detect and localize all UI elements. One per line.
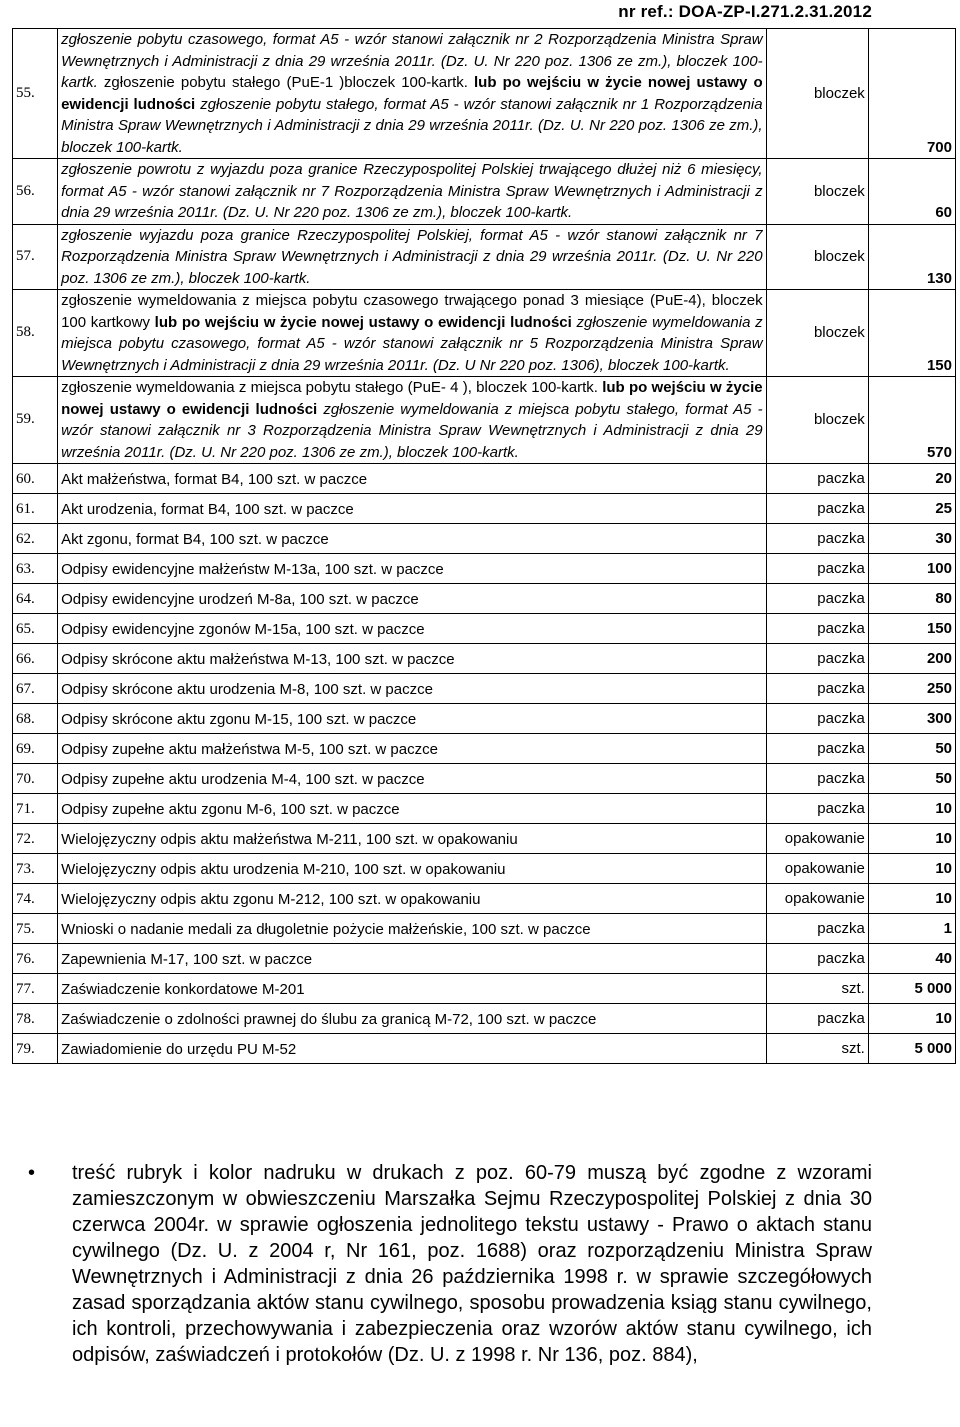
row-quantity: 60 bbox=[868, 159, 955, 225]
row-unit: opakowanie bbox=[766, 884, 868, 914]
row-description bbox=[58, 224, 767, 290]
table-row bbox=[13, 584, 956, 614]
table-row bbox=[13, 464, 956, 494]
table-row bbox=[13, 734, 956, 764]
row-number: 73. bbox=[13, 854, 58, 884]
row-unit: paczka bbox=[766, 944, 868, 974]
table-row bbox=[13, 944, 956, 974]
row-quantity: 10 bbox=[868, 884, 955, 914]
row-unit: paczka bbox=[766, 914, 868, 944]
row-description bbox=[58, 377, 767, 464]
table-row bbox=[13, 290, 956, 377]
row-number: 62. bbox=[13, 524, 58, 554]
description-part: zgłoszenie wyjazdu poza granice Rzeczypospolitej Polskiej, format A5 - wzór stanowi załącznik nr 7 Rozporządzenia Ministra Spraw Wewnętrznych i Administracji z dnia 29 września 2011r. (Dz. U. Nr 220 poz. 1306 ze zm.), bloczek 100-kartk. bbox=[61, 226, 763, 287]
row-quantity: 100 bbox=[868, 554, 955, 584]
row-description bbox=[58, 159, 767, 225]
row-unit: paczka bbox=[766, 644, 868, 674]
row-quantity: 30 bbox=[868, 524, 955, 554]
row-unit: paczka bbox=[766, 554, 868, 584]
row-quantity: 300 bbox=[868, 704, 955, 734]
row-number: 66. bbox=[13, 644, 58, 674]
row-unit: paczka bbox=[766, 674, 868, 704]
row-description: Akt małżeństwa, format B4, 100 szt. w paczce bbox=[58, 464, 767, 494]
row-number: 64. bbox=[13, 584, 58, 614]
row-unit: szt. bbox=[766, 1034, 868, 1064]
row-quantity: 40 bbox=[868, 944, 955, 974]
description-part: zgłoszenie wymeldowania z miejsca pobytu stałego, format A5 - wzór stanowi załącznik nr 3 Rozporządzenia Ministra Spraw Wewnętrznych i Administracji z dnia 29 września 2011r. (Dz. U. Nr 220 poz. 1306 ze zm.), bloczek 100-kartk. bbox=[61, 400, 763, 461]
row-quantity: 25 bbox=[868, 494, 955, 524]
row-description: Odpisy skrócone aktu urodzenia M-8, 100 szt. w paczce bbox=[58, 674, 767, 704]
row-quantity: 700 bbox=[868, 29, 955, 159]
row-quantity: 200 bbox=[868, 644, 955, 674]
description-part: lub po wejściu w życie nowej ustawy o ewidencji ludności bbox=[61, 74, 763, 113]
row-number: 78. bbox=[13, 1004, 58, 1034]
row-number: 71. bbox=[13, 794, 58, 824]
row-number: 75. bbox=[13, 914, 58, 944]
row-quantity: 50 bbox=[868, 734, 955, 764]
row-unit: paczka bbox=[766, 614, 868, 644]
row-description bbox=[58, 29, 767, 159]
table-row bbox=[13, 824, 956, 854]
table-row bbox=[13, 524, 956, 554]
row-unit: paczka bbox=[766, 704, 868, 734]
row-description: Odpisy zupełne aktu zgonu M-6, 100 szt. w paczce bbox=[58, 794, 767, 824]
row-quantity: 130 bbox=[868, 224, 955, 290]
table-row bbox=[13, 674, 956, 704]
table-row bbox=[13, 224, 956, 290]
row-number: 68. bbox=[13, 704, 58, 734]
row-unit: opakowanie bbox=[766, 824, 868, 854]
row-number: 63. bbox=[13, 554, 58, 584]
row-description: Odpisy zupełne aktu urodzenia M-4, 100 szt. w paczce bbox=[58, 764, 767, 794]
row-description: Akt zgonu, format B4, 100 szt. w paczce bbox=[58, 524, 767, 554]
row-unit: bloczek bbox=[766, 290, 868, 377]
row-number: 76. bbox=[13, 944, 58, 974]
row-quantity: 10 bbox=[868, 824, 955, 854]
row-quantity: 50 bbox=[868, 764, 955, 794]
description-part: lub po wejściu w życie nowej ustawy o ewidencji ludności bbox=[154, 313, 572, 331]
row-unit: paczka bbox=[766, 524, 868, 554]
row-unit: opakowanie bbox=[766, 854, 868, 884]
document-reference: nr ref.: DOA-ZP-I.271.2.31.2012 bbox=[618, 2, 872, 21]
row-quantity: 80 bbox=[868, 584, 955, 614]
description-part: lub po wejściu w życie nowej ustawy o ewidencji ludności bbox=[61, 379, 763, 418]
row-description: Odpisy zupełne aktu małżeństwa M-5, 100 szt. w paczce bbox=[58, 734, 767, 764]
table-row bbox=[13, 794, 956, 824]
row-number: 60. bbox=[13, 464, 58, 494]
row-description: Odpisy ewidencyjne zgonów M-15a, 100 szt. w paczce bbox=[58, 614, 767, 644]
items-table bbox=[12, 28, 956, 1064]
table-row bbox=[13, 1034, 956, 1064]
row-description: Odpisy ewidencyjne urodzeń M-8a, 100 szt. w paczce bbox=[58, 584, 767, 614]
table-row bbox=[13, 974, 956, 1004]
description-part: zgłoszenie pobytu czasowego, format A5 - wzór stanowi załącznik nr 2 Rozporządzenia Ministra Spraw Wewnętrznych i Administracji z dnia 29 września 2011r. (Dz. U. Nr 220 poz. 1306 ze zm.), bloczek 100-kartk. bbox=[61, 31, 763, 91]
table-row bbox=[13, 884, 956, 914]
row-number: 70. bbox=[13, 764, 58, 794]
row-unit: bloczek bbox=[766, 29, 868, 159]
table-row bbox=[13, 494, 956, 524]
row-quantity: 10 bbox=[868, 1004, 955, 1034]
row-number: 79. bbox=[13, 1034, 58, 1064]
row-description bbox=[58, 290, 767, 377]
row-description: Wielojęzyczny odpis aktu małżeństwa M-211, 100 szt. w opakowaniu bbox=[58, 824, 767, 854]
row-description: Zawiadomienie do urzędu PU M-52 bbox=[58, 1034, 767, 1064]
footnote-text: treść rubryk i kolor nadruku w drukach z poz. 60-79 muszą być zgodne z wzorami zamieszczonym w obwieszczeniu Marszałka Sejmu Rzeczypospolitej Polskiej z dnia 30 czerwca 2004r. w sprawie ogłoszenia jednolitego tekstu ustawy - Prawo o aktach stanu cywilnego (Dz. U. z 2004 r, Nr 161, poz. 1688) oraz rozporządzeniu Ministra Spraw Wewnętrznych i Administracji z dnia 26 października 1998 r. w sprawie szczegółowych zasad sporządzania aktów stanu cywilnego, sposobu prowadzenia ksiąg stanu cywilnego, ich kontroli, przechowywania i zabezpieczenia oraz wzorów aktów stanu cywilnego, ich odpisów, zaświadczeń i protokołów (Dz. U. z 1998 r. Nr 136, poz. 884), bbox=[72, 1162, 872, 1366]
row-unit: szt. bbox=[766, 974, 868, 1004]
row-unit: paczka bbox=[766, 494, 868, 524]
table-row bbox=[13, 854, 956, 884]
table-row bbox=[13, 704, 956, 734]
row-quantity: 5 000 bbox=[868, 974, 955, 1004]
table-row bbox=[13, 1004, 956, 1034]
row-quantity: 10 bbox=[868, 794, 955, 824]
row-unit: paczka bbox=[766, 584, 868, 614]
row-number: 77. bbox=[13, 974, 58, 1004]
row-number: 69. bbox=[13, 734, 58, 764]
description-part: zgłoszenie wymeldowania z miejsca pobytu czasowego trwającego ponad 3 miesiące (PuE-4), bloczek 100 kartkowy bbox=[61, 292, 763, 331]
row-quantity: 150 bbox=[868, 614, 955, 644]
row-unit: paczka bbox=[766, 794, 868, 824]
row-unit: paczka bbox=[766, 464, 868, 494]
row-unit: bloczek bbox=[766, 159, 868, 225]
table-row bbox=[13, 159, 956, 225]
row-unit: bloczek bbox=[766, 224, 868, 290]
row-quantity: 5 000 bbox=[868, 1034, 955, 1064]
row-number: 74. bbox=[13, 884, 58, 914]
row-description: Zapewnienia M-17, 100 szt. w paczce bbox=[58, 944, 767, 974]
description-part: zgłoszenie wymeldowania z miejsca pobytu czasowego, format A5 - wzór stanowi załącznik nr 5 Rozporządzenia Ministra Spraw Wewnętrznych i Administracji z dnia 29 września 2011r. (Dz. U Nr 220 poz. 1306), bloczek 100-kartk. bbox=[61, 313, 763, 374]
description-part: zgłoszenie pobytu stałego (PuE-1 )bloczek 100-kartk. bbox=[103, 74, 468, 91]
row-description: Akt urodzenia, format B4, 100 szt. w paczce bbox=[58, 494, 767, 524]
row-quantity: 20 bbox=[868, 464, 955, 494]
row-number: 58. bbox=[13, 290, 58, 377]
row-description: Odpisy ewidencyjne małżeństw M-13a, 100 szt. w paczce bbox=[58, 554, 767, 584]
table-row bbox=[13, 764, 956, 794]
table-row bbox=[13, 644, 956, 674]
row-description: Wnioski o nadanie medali za długoletnie pożycie małżeńskie, 100 szt. w paczce bbox=[58, 914, 767, 944]
row-number: 65. bbox=[13, 614, 58, 644]
row-number: 61. bbox=[13, 494, 58, 524]
row-description: Zaświadczenie konkordatowe M-201 bbox=[58, 974, 767, 1004]
row-unit: paczka bbox=[766, 1004, 868, 1034]
row-description: Wielojęzyczny odpis aktu urodzenia M-210, 100 szt. w opakowaniu bbox=[58, 854, 767, 884]
table-row bbox=[13, 614, 956, 644]
description-part: zgłoszenie pobytu stałego, format A5 - wzór stanowi załącznik nr 1 Rozporządzenia Ministra Spraw Wewnętrznych i Administracji z dnia 29 września 2011r. (Dz. U. Nr 220 poz. 1306 ze zm.), bloczek 100-kartk. bbox=[61, 95, 763, 156]
table-row bbox=[13, 914, 956, 944]
row-number: 59. bbox=[13, 377, 58, 464]
row-unit: paczka bbox=[766, 764, 868, 794]
footnote bbox=[28, 1160, 878, 1368]
description-part: zgłoszenie wymeldowania z miejsca pobytu stałego (PuE- 4 ), bloczek 100-kartk. bbox=[61, 379, 598, 396]
description-part: zgłoszenie powrotu z wyjazdu poza granice Rzeczypospolitej Polskiej trwającego dłużej niż 6 miesięcy, format A5 - wzór stanowi załącznik nr 7 Rozporządzenia Ministra Spraw Wewnętrznych i Administracji z dnia 29 września 2011r. (Dz. U. Nr 220 poz. 1306 ze zm.), bloczek 100-kartk. bbox=[61, 161, 763, 221]
row-description: Wielojęzyczny odpis aktu zgonu M-212, 100 szt. w opakowaniu bbox=[58, 884, 767, 914]
table-row bbox=[13, 29, 956, 159]
row-number: 56. bbox=[13, 159, 58, 225]
table-row bbox=[13, 377, 956, 464]
row-quantity: 1 bbox=[868, 914, 955, 944]
row-quantity: 570 bbox=[868, 377, 955, 464]
simple-rows bbox=[13, 464, 956, 1064]
row-unit: bloczek bbox=[766, 377, 868, 464]
row-number: 72. bbox=[13, 824, 58, 854]
row-description: Zaświadczenie o zdolności prawnej do ślubu za granicą M-72, 100 szt. w paczce bbox=[58, 1004, 767, 1034]
row-number: 57. bbox=[13, 224, 58, 290]
complex-rows bbox=[13, 29, 956, 464]
row-quantity: 250 bbox=[868, 674, 955, 704]
row-description: Odpisy skrócone aktu małżeństwa M-13, 100 szt. w paczce bbox=[58, 644, 767, 674]
row-unit: paczka bbox=[766, 734, 868, 764]
row-description: Odpisy skrócone aktu zgonu M-15, 100 szt. w paczce bbox=[58, 704, 767, 734]
table-row bbox=[13, 554, 956, 584]
row-number: 67. bbox=[13, 674, 58, 704]
row-quantity: 150 bbox=[868, 290, 955, 377]
row-quantity: 10 bbox=[868, 854, 955, 884]
row-number: 55. bbox=[13, 29, 58, 159]
bullet-icon: • bbox=[28, 1162, 36, 1184]
